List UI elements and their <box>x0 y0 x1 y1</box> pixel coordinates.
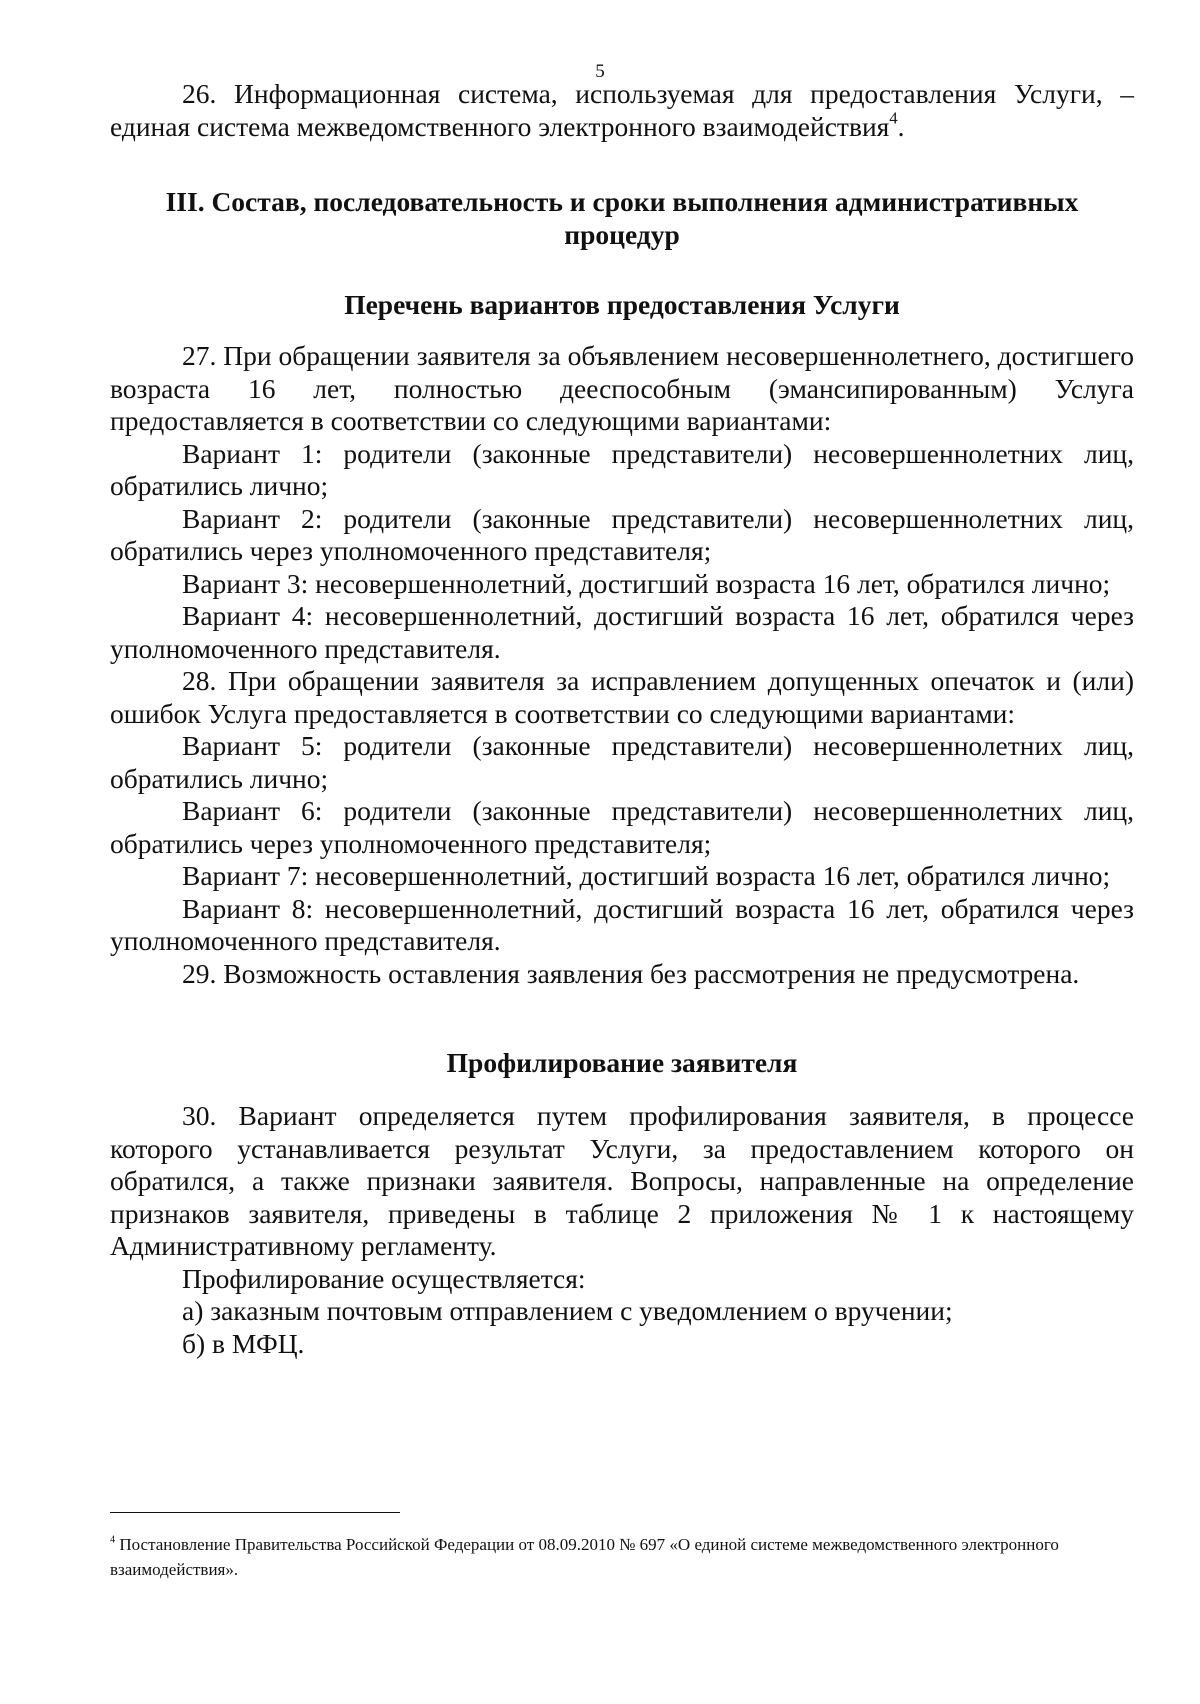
paragraph-26-text: 26. Информационная система, используемая для предоставления Услуги, – единая система межведомственного электронного взаимодействия <box>110 78 1134 142</box>
paragraph-26 <box>110 78 1134 143</box>
profiling-intro: Профилирование осуществляется: <box>182 1262 586 1294</box>
paragraph-29: 29. Возможность оставления заявления без рассмотрения не предусмотрена. <box>182 957 1080 989</box>
footnote <box>110 1532 1134 1582</box>
section-heading: III. Состав, последовательность и сроки выполнения административных процедур <box>165 186 1079 250</box>
subheading-profiling: Профилирование заявителя <box>446 1047 798 1078</box>
variant-item: Вариант 4: несовершеннолетний, достигший возраста 16 лет, обратился через уполномоченного представителя. <box>110 600 1134 664</box>
variant-item: Вариант 7: несовершеннолетний, достигший возраста 16 лет, обратился лично; <box>182 860 1111 891</box>
profiling-block <box>110 1100 1134 1360</box>
footnote-separator <box>110 1512 400 1513</box>
variant-item: Вариант 1: родители (законные представители) несовершеннолетних лиц, обратились лично; <box>110 437 1134 501</box>
variant-item: Вариант 5: родители (законные представители) несовершеннолетних лиц, обратились лично; <box>110 730 1134 794</box>
subheading-variants: Перечень вариантов предоставления Услуги <box>344 289 900 320</box>
variants-block <box>110 340 1134 990</box>
paragraph-27: 27. При обращении заявителя за объявлением несовершеннолетнего, достигшего возраста 16 лет, полностью дееспособным (эмансипированным) Услуга предоставляется в соответствии со следующими вариантами: <box>110 340 1134 436</box>
footnote-text-line <box>110 1532 1134 1582</box>
profiling-item: б) в МФЦ. <box>182 1327 305 1359</box>
variant-item: Вариант 2: родители (законные представители) несовершеннолетних лиц, обратились через уполномоченного представителя; <box>110 502 1134 566</box>
variant-item: Вариант 6: родители (законные представители) несовершеннолетних лиц, обратились через уполномоченного представителя; <box>110 795 1134 859</box>
footnote-ref: 4 <box>889 108 898 128</box>
page-number: 5 <box>595 61 605 82</box>
variant-item: Вариант 8: несовершеннолетний, достигший возраста 16 лет, обратился через уполномоченного представителя. <box>110 892 1134 956</box>
footnote-marker: 4 <box>110 1534 116 1546</box>
footnote-text: Постановление Правительства Российской Федерации от 08.09.2010 № 697 «О единой системе межведомственного электронного взаимодействия». <box>110 1535 1059 1579</box>
paragraph-30: 30. Вариант определяется путем профилирования заявителя, в процессе которого устанавливается результат Услуги, за предоставлением которого он обратился, а также признаки заявителя. Вопросы, направленные на определение признаков заявителя, приведены в таблице 2 приложения № 1 к настоящему Административному регламенту. <box>110 1100 1134 1261</box>
paragraph-26-tail: . <box>897 110 905 142</box>
paragraph-28: 28. При обращении заявителя за исправлением допущенных опечаток и (или) ошибок Услуга предоставляется в соответствии со следующими вариантами: <box>110 665 1134 729</box>
profiling-item: а) заказным почтовым отправлением с уведомлением о вручении; <box>182 1295 953 1326</box>
variant-item: Вариант 3: несовершеннолетний, достигший возраста 16 лет, обратился лично; <box>182 567 1111 599</box>
paragraph-26-block <box>110 78 1134 143</box>
